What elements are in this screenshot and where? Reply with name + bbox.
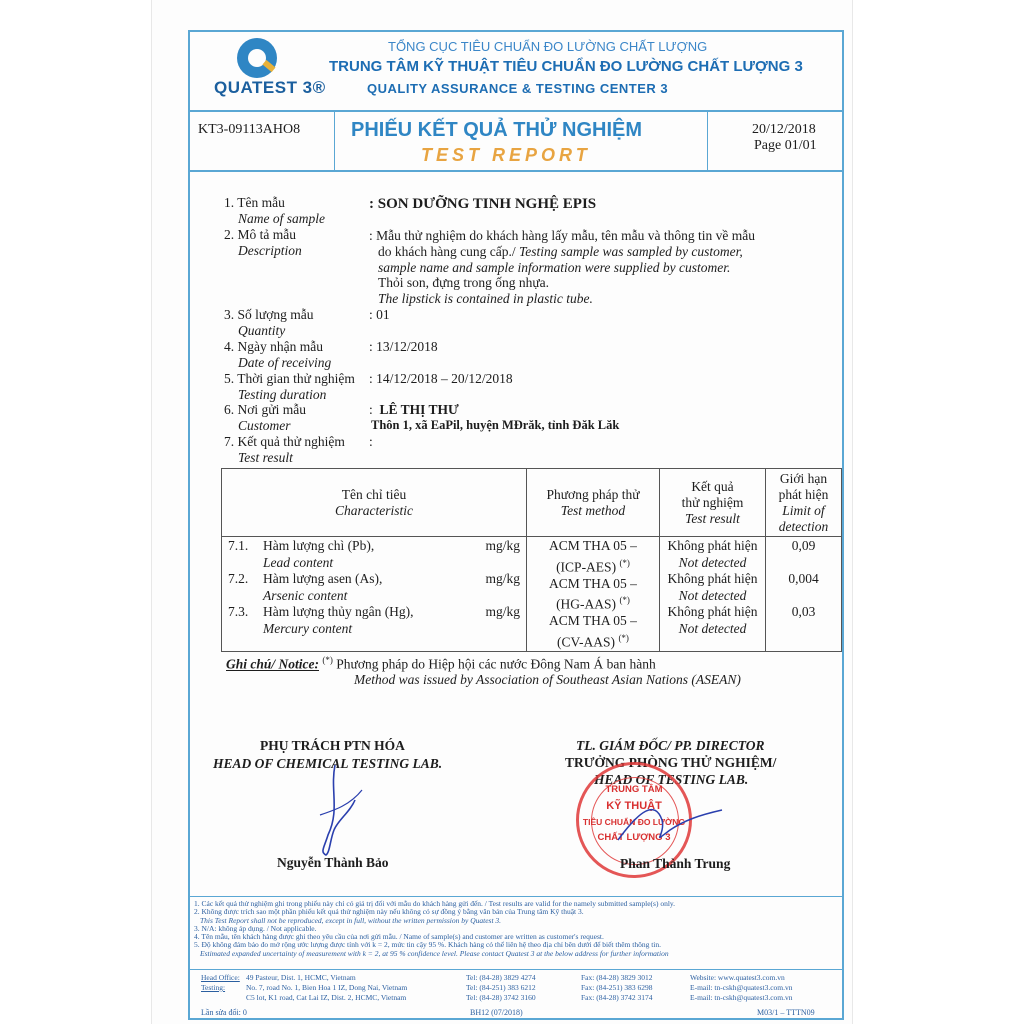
field-5-label-en: Testing duration [238, 387, 327, 402]
center-name-vn: TRUNG TÂM KỸ THUẬT TIÊU CHUẨN ĐO LƯỜNG CHẤT LƯỢNG 3 [329, 58, 803, 75]
customer-address: Thôn 1, xã EaPil, huyện MĐrăk, tỉnh Đăk Lăk [371, 418, 620, 432]
sample-name: SON DƯỠNG TINH NGHỆ EPIS [377, 196, 597, 212]
field-1-label: 1. Tên mẫu [224, 195, 285, 210]
field-7-label-en: Test result [238, 450, 293, 465]
fax-2: Fax: (84-251) 383 6298 [581, 983, 653, 992]
footnote-item: 2. Không được trích sao một phần phiếu kết quả thử nghiệm này nếu không có sự đồng ý bằng văn bản của Trung tâm Kỹ thuật 3. [194, 907, 584, 917]
field-5-label: 5. Thời gian thử nghiệm [224, 371, 355, 386]
field-3-label-en: Quantity [238, 323, 286, 338]
left-signature-icon [300, 760, 370, 860]
center-name-en: QUALITY ASSURANCE & TESTING CENTER 3 [367, 81, 669, 96]
footnote-item: 3. N/A: không áp dụng. / Not applicable. [194, 923, 317, 933]
table-row: 7.2. Hàm lượng asen (As), mg/kg Arsenic content [228, 571, 520, 603]
field-6-label-en: Customer [238, 418, 291, 433]
description-line-2b: Testing sample was sampled by customer, [515, 244, 743, 259]
fax-3: Fax: (84-28) 3742 3174 [581, 993, 653, 1002]
header-characteristic: Tên chỉ tiêu Characteristic [222, 469, 527, 537]
footnote-item: This Test Report shall not be reproduced, except in full, without the written permission by Quatest 3. [200, 915, 502, 925]
testing-address-2: C5 lot, K1 road, Cat Lai IZ, Dist. 2, HCMC, Vietnam [246, 993, 407, 1002]
description-line-3: sample name and sample information were supplied by customer. [378, 260, 731, 275]
quantity-value: 01 [376, 307, 390, 322]
stamp-text-3: TIÊU CHUẨN ĐO LƯỜNG [582, 817, 686, 827]
band-divider-right [707, 112, 708, 172]
stamp-text-1: TRUNG TÂM [605, 784, 663, 795]
results-table [221, 468, 842, 652]
field-2-label-en: Description [238, 243, 302, 258]
document-code: M03/1 – TTTN09 [757, 1008, 815, 1017]
report-page: Page 01/01 [754, 138, 817, 153]
notice-text-vn: Phương pháp do Hiệp hội các nước Đông Nam Á ban hành [336, 656, 656, 672]
right-signatory-title-2: TRƯỞNG PHÒNG THỬ NGHIỆM/ [565, 755, 777, 770]
band-divider-left [334, 112, 335, 172]
report-title-en: TEST REPORT [421, 145, 591, 165]
footnote-item: 5. Độ không đảm bảo đo mở rộng ước lượng được tính với k = 2, mức tin cậy 95 %. Khách hàng có thể liên hệ theo địa chỉ bên dưới để biết thêm thông tin. [194, 940, 662, 950]
table-header-row [222, 469, 842, 537]
description-line-1: Mẫu thử nghiệm do khách hàng lấy mẫu, tên mẫu và thông tin về mẫu [376, 228, 755, 243]
header-limit-of-detection: Giới hạn phát hiện Limit of detection [766, 469, 842, 537]
footnote-item: 4. Tên mẫu, tên khách hàng được ghi theo yêu cầu của nơi gửi mẫu. / Name of sample(s) and customer are written as customer's request. [194, 932, 604, 942]
email-link-2[interactable]: E-mail: tn-cskh@quatest3.com.vn [690, 993, 793, 1002]
header-test-result: Kết quả thử nghiệm Test result [660, 469, 766, 537]
header-test-method: Phương pháp thử Test method [527, 469, 660, 537]
footnote-item: Estimated expanded uncertainty of measurement with k = 2, at 95 % confidence level. Please contact Quatest 3 at the below address for further information [200, 948, 669, 958]
notice-label: Ghi chú/ Notice: [226, 656, 319, 672]
testing-address-1: No. 7, road No. 1, Bien Hoa 1 IZ, Dong Nai, Vietnam [246, 983, 408, 992]
fax-1: Fax: (84-28) 3829 3012 [581, 973, 653, 982]
head-office-address: 49 Pasteur, Dist. 1, HCMC, Vietnam [246, 973, 356, 982]
field-7-label: 7. Kết quả thử nghiệm [224, 434, 345, 449]
notice-text-en: Method was issued by Association of Southeast Asian Nations (ASEAN) [354, 672, 741, 687]
agency-name: TỔNG CỤC TIÊU CHUẨN ĐO LƯỜNG CHẤT LƯỢNG [388, 39, 708, 54]
head-office-label: Head Office: [201, 973, 240, 982]
right-signatory-title-3: HEAD OF TESTING LAB. [594, 772, 749, 787]
receiving-date: 13/12/2018 [376, 339, 438, 354]
stamp-text-2: KỸ THUẬT [606, 800, 662, 812]
tel-2: Tel: (84-251) 383 6212 [466, 983, 536, 992]
result-cell: Không phát hiện Not detected Không phát hiện Not detected Không phát hiện Not detected [660, 537, 766, 652]
characteristic-cell [222, 537, 527, 652]
left-signatory-name: Nguyễn Thành Bảo [277, 855, 389, 870]
testing-duration: 14/12/2018 – 20/12/2018 [376, 371, 513, 386]
revision-number: Lần sửa đổi: 0 [201, 1008, 247, 1017]
field-2-label: 2. Mô tả mẫu [224, 227, 296, 242]
table-row: 7.3. Hàm lượng thủy ngân (Hg), mg/kg Mercury content [228, 604, 520, 636]
right-signatory-name: Phan Thành Trung [620, 856, 731, 871]
description-line-4: Thỏi son, đựng trong ống nhựa. [378, 275, 549, 290]
field-6-label: 6. Nơi gửi mẫu [224, 402, 306, 417]
website-link[interactable]: Website: www.quatest3.com.vn [690, 973, 785, 982]
footnote-divider [188, 896, 844, 897]
footnotes [194, 900, 675, 958]
email-link-1[interactable]: E-mail: tn-cskh@quatest3.com.vn [690, 983, 793, 992]
testing-label: Testing: [201, 983, 226, 992]
field-3-label: 3. Số lượng mẫu [224, 307, 314, 322]
right-signatory-title-1: TL. GIÁM ĐỐC/ PP. DIRECTOR [576, 738, 765, 753]
form-code: BH12 (07/2018) [470, 1008, 523, 1017]
left-signatory-title-en: HEAD OF CHEMICAL TESTING LAB. [213, 756, 443, 771]
left-signatory-title: PHỤ TRÁCH PTN HÓA [260, 738, 405, 753]
notice-mark: (*) [322, 655, 333, 665]
tel-1: Tel: (84-28) 3829 4274 [466, 973, 536, 982]
description-line-5: The lipstick is contained in plastic tube. [378, 291, 593, 306]
method-cell: ACM THA 05 – (ICP-AES) (*) ACM THA 05 – (HG-AAS) (*) ACM THA 05 – (CV-AAS) (*) [527, 537, 660, 652]
table-body-row [222, 537, 842, 652]
description-line-2a: do khách hàng cung cấp./ [378, 244, 516, 259]
table-row: 7.1. Hàm lượng chì (Pb), mg/kg Lead content [228, 538, 520, 570]
tel-3: Tel: (84-28) 3742 3160 [466, 993, 536, 1002]
field-1-label-en: Name of sample [238, 211, 325, 226]
report-code: KT3-09113AHO8 [198, 122, 301, 137]
contacts-divider [188, 969, 844, 970]
customer-name: LÊ THỊ THƯ [379, 402, 459, 417]
limit-cell: 0,09 0,004 0,03 [766, 537, 842, 652]
field-4-label-en: Date of receiving [238, 355, 332, 370]
stamp-text-4: CHẤT LƯỢNG 3 [597, 832, 671, 843]
field-4-label: 4. Ngày nhận mẫu [224, 339, 323, 354]
report-date: 20/12/2018 [752, 122, 816, 137]
logo-text: QUATEST 3® [214, 78, 326, 97]
right-signature-icon [610, 790, 730, 860]
report-title-vn: PHIẾU KẾT QUẢ THỬ NGHIỆM [351, 119, 643, 141]
footnote-item: 1. Các kết quả thử nghiệm ghi trong phiếu này chỉ có giá trị đối với mẫu do khách hàng gửi đến. / Test results are valid for the namely submitted sample(s) only. [194, 899, 676, 908]
